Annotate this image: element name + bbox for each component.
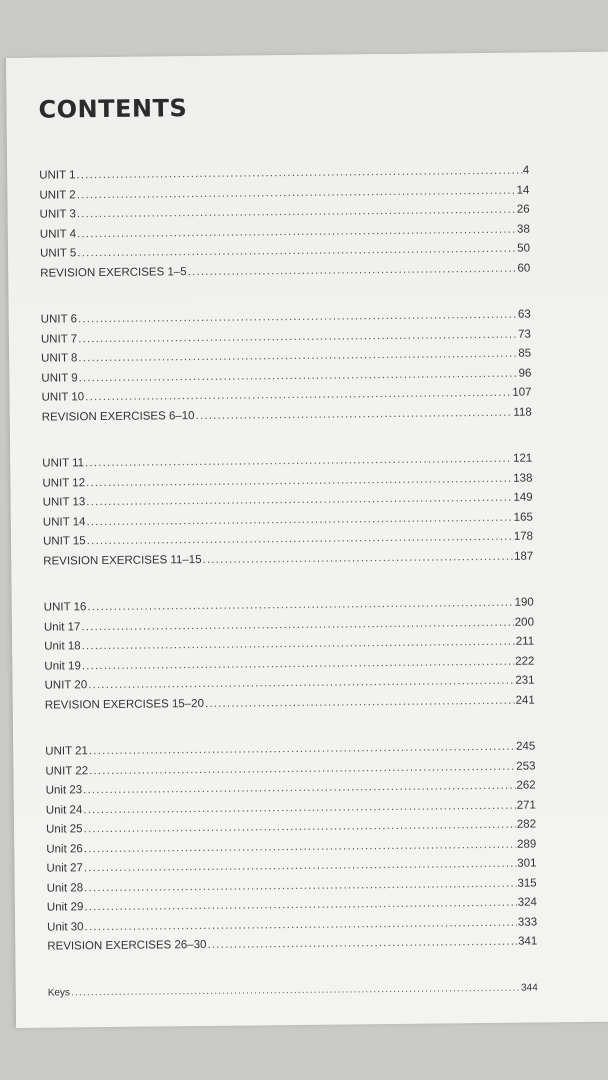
toc-entry-page: 73 — [518, 328, 531, 341]
toc-entry-label: UNIT 2 — [39, 188, 76, 202]
toc-entry-label: REVISION EXERCISES 11–15 — [43, 553, 202, 568]
toc-entry-page: 121 — [512, 452, 533, 465]
toc-entry-label: UNIT 7 — [40, 332, 78, 346]
toc-entry-label: Unit 30 — [47, 920, 84, 934]
toc-entry-label: UNIT 21 — [45, 745, 88, 758]
toc-entry-page: 245 — [515, 740, 536, 753]
dot-leader — [87, 597, 513, 613]
toc-entry-label: UNIT 11 — [42, 457, 85, 470]
toc-entry-label: UNIT 6 — [40, 313, 78, 326]
toc-entry-page: 200 — [514, 616, 534, 629]
toc-entry-page: 241 — [515, 693, 535, 707]
toc-entry-label: UNIT 14 — [42, 515, 86, 529]
toc-entry — [43, 550, 533, 575]
toc-entry-keys — [48, 982, 538, 1007]
toc-entry-page: 85 — [518, 347, 532, 360]
dot-leader — [203, 550, 514, 565]
dot-leader — [207, 936, 517, 951]
toc-entry-label: Unit 17 — [43, 620, 81, 634]
toc-entry-page: 138 — [513, 472, 533, 485]
toc-entry-page: 149 — [513, 491, 533, 504]
toc-entry — [42, 406, 532, 431]
toc-entry-label: UNIT 20 — [44, 679, 88, 692]
toc-entry-label: UNIT 13 — [42, 496, 86, 509]
toc-entry-label: Unit 28 — [46, 881, 84, 895]
toc-entry-label: UNIT 12 — [42, 476, 86, 490]
toc-entry-page: 178 — [513, 530, 534, 543]
toc-entry-page: 315 — [517, 876, 537, 890]
toc-entry-label: REVISION EXERCISES 26–30 — [47, 938, 207, 953]
dot-leader — [195, 406, 512, 421]
toc-entry-page: 26 — [516, 203, 530, 216]
toc-entry-page: 289 — [517, 837, 537, 851]
book-page — [6, 52, 608, 1028]
toc-entry-page: 165 — [513, 511, 533, 524]
toc-entry-label: UNIT 3 — [39, 208, 76, 221]
toc-entry-page: 60 — [517, 262, 531, 275]
toc-entry-label: UNIT 16 — [43, 601, 87, 614]
dot-leader — [188, 262, 517, 277]
dot-leader — [85, 453, 512, 469]
toc-entry-label: Unit 26 — [46, 842, 83, 856]
toc-entry-page: 107 — [512, 386, 532, 399]
toc-entry-label: Unit 18 — [44, 640, 81, 653]
toc-group-units-6-10 — [41, 309, 532, 431]
toc-entry-page: 231 — [515, 674, 535, 687]
toc-entry-page: 222 — [515, 655, 535, 668]
toc-entry-label: UNIT 22 — [45, 764, 89, 778]
toc-group-units-16-20 — [44, 597, 535, 719]
toc-entry-page: 282 — [516, 818, 537, 831]
toc-entry-page: 118 — [513, 406, 532, 419]
toc-entry-page: 187 — [513, 550, 534, 563]
toc-entry-page: 63 — [517, 308, 531, 321]
table-of-contents — [39, 165, 538, 1034]
toc-entry-page: 344 — [521, 981, 538, 994]
toc-entry-page: 324 — [517, 896, 537, 909]
toc-group-units-11-15 — [42, 453, 533, 575]
toc-entry-label: UNIT 8 — [41, 352, 78, 365]
toc-entry-page: 211 — [515, 635, 535, 648]
toc-entry-label: UNIT 15 — [43, 535, 86, 548]
toc-entry-label: UNIT 4 — [39, 227, 77, 241]
toc-entry-label: UNIT 10 — [41, 391, 85, 404]
toc-group-keys — [48, 982, 538, 1007]
toc-entry-page: 96 — [518, 367, 532, 380]
toc-entry-page: 262 — [516, 779, 536, 792]
toc-entry-page: 301 — [517, 857, 537, 870]
toc-group-units-21-30 — [45, 740, 537, 960]
toc-entry-label: Unit 27 — [46, 862, 83, 875]
toc-entry-label: Unit 23 — [45, 784, 83, 797]
toc-entry-label: Unit 24 — [45, 803, 83, 817]
toc-entry-page: 190 — [514, 596, 534, 609]
toc-entry-page: 271 — [516, 798, 536, 812]
toc-entry-label: Unit 25 — [46, 823, 83, 836]
toc-entry — [47, 935, 537, 960]
toc-entry-label: Keys — [47, 986, 71, 999]
toc-group-units-1-5 — [39, 165, 530, 287]
toc-entry-page: 14 — [516, 184, 530, 197]
dot-leader — [205, 694, 515, 709]
toc-entry — [40, 262, 530, 287]
dot-leader — [76, 165, 521, 182]
page-title: CONTENTS — [38, 94, 188, 124]
toc-entry-label: REVISION EXERCISES 6–10 — [41, 409, 195, 424]
toc-entry-label: Unit 19 — [44, 659, 81, 673]
toc-entry-page: 253 — [516, 759, 536, 773]
dot-leader — [78, 309, 517, 326]
toc-entry-label: Unit 29 — [46, 901, 84, 914]
toc-entry-label: REVISION EXERCISES 15–20 — [44, 697, 204, 712]
toc-entry-page: 50 — [517, 242, 531, 255]
toc-entry-page: 341 — [518, 935, 538, 948]
toc-entry-label: UNIT 1 — [39, 169, 76, 182]
toc-entry-page: 4 — [522, 164, 530, 177]
toc-entry-label: REVISION EXERCISES 1–5 — [40, 265, 187, 280]
toc-entry-page: 38 — [516, 223, 530, 236]
toc-entry-label: UNIT 5 — [39, 247, 77, 260]
toc-entry — [45, 694, 535, 719]
toc-entry-page: 333 — [517, 915, 538, 929]
dot-leader — [71, 982, 520, 998]
toc-entry-label: UNIT 9 — [41, 371, 78, 385]
dot-leader — [89, 741, 515, 757]
